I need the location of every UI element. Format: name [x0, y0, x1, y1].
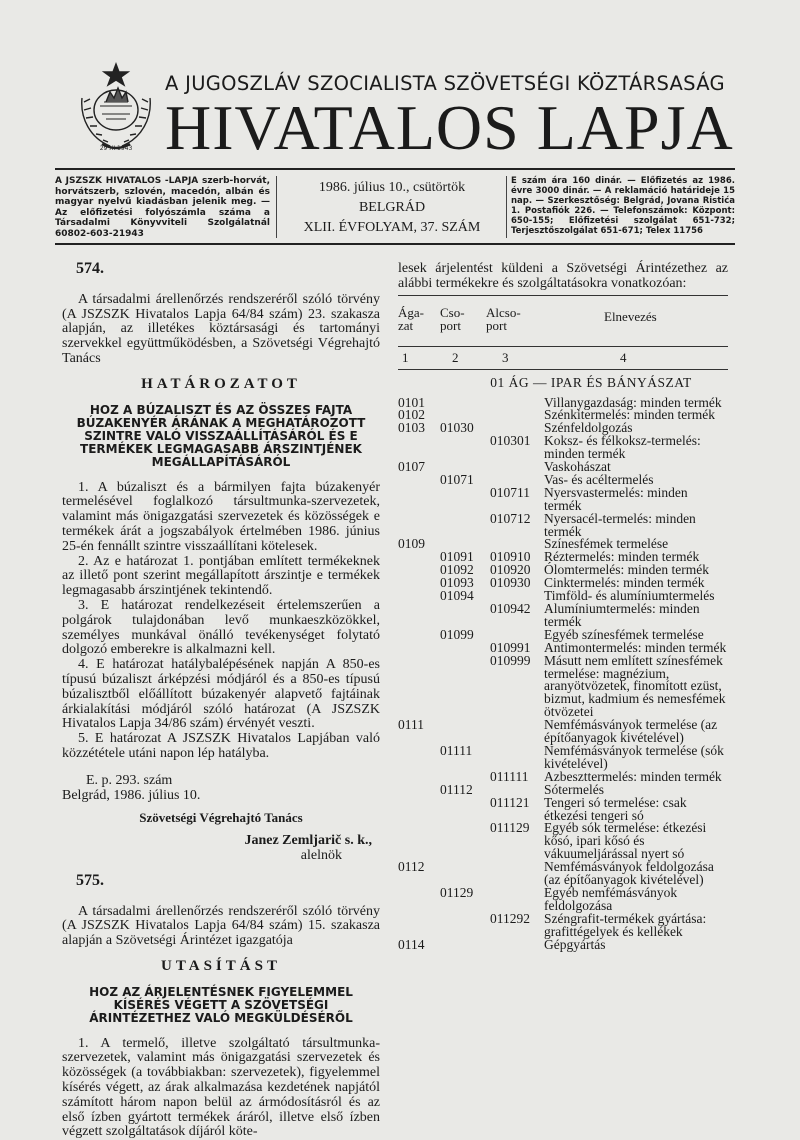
table-row	[398, 652, 728, 720]
row-name: Nyersvastermelés: minden termék	[544, 484, 688, 513]
item-number-575: 575.	[76, 871, 104, 889]
row-name: Gépgyártás	[544, 936, 606, 952]
row-name: Koksz- és félkoksz-termelés: minden termék	[544, 433, 701, 462]
row-subgroup-code: 010712	[490, 510, 531, 526]
table-row	[398, 861, 728, 887]
decision-date: Belgrád, 1986. július 10.	[62, 787, 201, 803]
row-subgroup-code: 010301	[490, 433, 531, 449]
issue-date: 1986. július 10., csütörtök	[318, 180, 466, 195]
issue-city: BELGRÁD	[358, 200, 426, 215]
decision-point-4: 4. E határozat hatálybalépésének napján A 850-es típusú búzaliszt árképzési módjáról és a 850-es típusú búzalisztből előállított búzakenyér alapvető fajtáinak árkialakítási módjáról szóló határozat (A JSZSZK Hivatalos Lapja 34/86 szám) érvényét veszti.	[62, 657, 380, 732]
row-group-code: 01099	[440, 626, 474, 642]
row-name: Sótermelés	[544, 781, 604, 797]
row-branch-code: 0101	[398, 394, 425, 410]
table-header	[398, 302, 728, 346]
header-divider-left	[276, 176, 277, 238]
colnum-1: 1	[402, 350, 409, 365]
row-name: Villanygazdaság: minden termék	[544, 394, 722, 410]
row-name: Színesfémek termelése	[544, 536, 669, 552]
header-rule-top	[55, 168, 735, 170]
header-elnevezes: Elnevezés	[604, 309, 657, 324]
decision-heading: HOZ A BÚZALISZT ÉS AZ ÖSSZES FAJTA BÚZAKENYÉR ÁRÁNAK A MEGHATÁROZOTT SZINTRE VALÓ VISSZAÁLLÍTÁSÁRÓL ÉS E TERMÉKEK LEGMAGASABB ÁRSZINTJÉNEK MEGÁLLAPÍTÁSÁRÓL	[76, 402, 366, 469]
table-row	[398, 435, 728, 461]
table-row	[398, 936, 728, 952]
section-heading: 01 ÁG — IPAR ÉS BÁNYÁSZAT	[490, 375, 692, 390]
row-group-code: 01094	[440, 588, 474, 604]
row-group-code: 01030	[440, 420, 474, 436]
country-title: A JUGOSZLÁV SZOCIALISTA SZÖVETSÉGI KÖZTÁRSASÁG	[165, 72, 725, 95]
colnum-3: 3	[502, 350, 509, 365]
header-alcsoport: Alcso-port	[486, 305, 521, 333]
decision-point-2: 2. Az e határozat 1. pontjában említett termékeknek az illető pont szerint megállapított árszintje e termékek legmagasabb árszintjének tekintendő.	[62, 553, 380, 599]
reference-number: E. p. 293. szám	[86, 772, 173, 788]
table-row	[398, 884, 728, 913]
row-name: Széngrafit-termékek gyártása: grafittégelyek és kellékek	[544, 910, 707, 939]
table-row	[398, 822, 728, 861]
row-branch-code: 0112	[398, 859, 425, 875]
classification-table	[398, 394, 728, 952]
row-name: Másutt nem említett színesfémek termelése: magnézium, aranyötvözetek, finomított ezüst, bizmut, kadmium és nemesfémek ötvözetei	[544, 652, 726, 720]
header-subscription-info: A JSZSZK HIVATALOS -LAPJA szerb-horvát, horvátszerb, szlovén, macedón, albán és magyar nyelvű kiadásban jelenik meg. — Az előfizetési folyószámla száma a Társadalmi Könyvviteli Szolgálatnál 60802-603-21943	[55, 176, 270, 239]
council-name: Szövetségi Végrehajtó Tanács	[139, 810, 303, 826]
decision-point-3: 3. E határozat rendelkezéseit értelemszerűen a polgárok tulajdonában levő munkaeszközökkel, személyes munkával önálló tevékenységet folytató dolgozó emberekre is alkalmazni kell.	[62, 597, 380, 658]
header-agazat: Ága-zat	[398, 305, 424, 333]
row-group-code: 01092	[440, 562, 474, 578]
header-divider-right	[506, 176, 507, 238]
row-name: Egyéb színesfémek termelése	[544, 626, 704, 642]
row-subgroup-code: 010991	[490, 639, 531, 655]
table-row	[398, 510, 728, 539]
row-branch-code: 0111	[398, 717, 424, 733]
row-name: Egyéb sók termelése: étkezési kősó, ipari kősó és vákuumeljárással nyert só	[544, 820, 707, 862]
header-issue-info	[282, 178, 502, 238]
signer-name: Janez Zemljarič s. k.,	[244, 833, 372, 849]
row-group-code: 01071	[440, 471, 474, 487]
row-branch-code: 0102	[398, 407, 425, 423]
row-subgroup-code: 010942	[490, 601, 531, 616]
row-subgroup-code: 010999	[490, 652, 531, 668]
colnum-2: 2	[452, 350, 459, 365]
preamble-575: A társadalmi árellenőrzés rendszeréről szóló törvény (A JSZSZK Hivatalos Lapja 64/84 szám) 15. szakasza alapján a Szövetségi Árintézet igazgatója	[62, 903, 380, 949]
row-subgroup-code: 010920	[490, 562, 531, 578]
row-branch-code: 0103	[398, 420, 425, 436]
row-group-code: 01093	[440, 575, 474, 591]
row-name: Tengeri só termelése: csak étkezési tengeri só	[544, 794, 687, 823]
left-column	[62, 262, 380, 1140]
table-row	[398, 910, 728, 939]
row-subgroup-code: 010711	[490, 484, 530, 500]
row-name: Nyersacél-termelés: minden termék	[544, 510, 696, 539]
row-subgroup-code: 010930	[490, 575, 531, 591]
row-subgroup-code: 011121	[490, 794, 530, 810]
row-name: Nemfémásványok termelése (sók kivételével)	[544, 742, 724, 771]
gazette-title: HIVATALOS LAPJA	[165, 92, 734, 163]
row-subgroup-code: 011111	[490, 768, 529, 784]
header-price-info: E szám ára 160 dinár. — Előfizetés az 1986. évre 3000 dinár. — A reklamáció határideje 15 nap. — Szerkesztőség: Belgrád, Jovana Ristića 1. Postafiók 226. — Telefonszámok: Központ: 650-155; Előfizetési szolgálat 651-732; Terjesztőszolgálat 651-671; Telex 11756	[511, 176, 735, 236]
row-name: Nemfémásványok termelése (az építőanyagok kivételével)	[544, 717, 718, 746]
row-name: Vaskohászat	[544, 459, 611, 475]
row-subgroup-code: 011292	[490, 910, 530, 926]
row-name: Alumíniumtermelés: minden termék	[544, 601, 700, 629]
table-rule-bottom	[398, 369, 728, 370]
decision-title: HATÁROZATOT	[141, 375, 301, 392]
row-group-code: 01112	[440, 781, 473, 797]
row-branch-code: 0107	[398, 459, 425, 475]
row-name: Cinktermelés: minden termék	[544, 575, 705, 591]
row-subgroup-code: 010910	[490, 549, 531, 565]
table-rule-mid	[398, 346, 728, 347]
issue-volume: XLII. ÉVFOLYAM, 37. SZÁM	[303, 220, 481, 235]
decision-point-5: 5. E határozat A JSZSZK Hivatalos Lapjában való közzététele utáni napon lép hatályba.	[62, 731, 380, 761]
row-group-code: 01091	[440, 549, 474, 565]
row-name: Timföld- és alumíniumtermelés	[544, 588, 715, 604]
right-column	[398, 262, 728, 951]
table-row	[398, 719, 728, 745]
item-number-574: 574.	[76, 260, 104, 277]
svg-text:29 XI 1943: 29 XI 1943	[99, 145, 133, 152]
row-branch-code: 0109	[398, 536, 425, 552]
row-name: Azbeszttermelés: minden termék	[544, 768, 722, 784]
row-name: Ólomtermelés: minden termék	[544, 562, 709, 578]
table-intro: lesek árjelentést küldeni a Szövetségi Árintézethez az alábbi termékekre és szolgáltatásokra vonatkozóan:	[398, 261, 728, 291]
table-row	[398, 603, 728, 629]
table-row	[398, 484, 728, 513]
header-rule-bottom	[55, 243, 735, 245]
row-branch-code: 0114	[398, 936, 425, 952]
row-name: Szénfeldolgozás	[544, 420, 633, 436]
instruction-point-1: 1. A termelő, illetve szolgáltató társultmunka-szervezetek, valamint más önigazgatási szervezetek és közösségek (a továbbiakban: szervezetek), figyelemmel kísérés végett, az árak alkalmazása kezdetének napjától számított három napon belül az ármódosításról és az első ízben gyártott termékek áráról, illetve első ízben végzett szolgáltatások díjáról köte-	[62, 1035, 380, 1140]
row-group-code: 01111	[440, 742, 473, 758]
row-name: Antimontermelés: minden termék	[544, 639, 727, 655]
table-row	[398, 794, 728, 823]
row-name: Egyéb nemfémásványok feldolgozása	[544, 884, 678, 913]
table-rule-top	[398, 295, 728, 296]
row-subgroup-code: 011129	[490, 820, 530, 836]
header-csoport: Cso-port	[440, 305, 465, 333]
instruction-title: UTASÍTÁST	[161, 957, 281, 974]
colnum-4: 4	[620, 350, 627, 365]
state-emblem	[70, 58, 162, 156]
row-name: Szénkitermelés: minden termék	[544, 407, 715, 423]
row-name: Vas- és acéltermelés	[544, 471, 654, 487]
instruction-heading: HOZ AZ ÁRJELENTÉSNEK FIGYELEMMEL KÍSÉRÉS VÉGETT A SZÖVETSÉGI ÁRINTÉZETHEZ VALÓ MEGKÜLDÉSÉRŐL	[89, 984, 353, 1025]
preamble-574: A társadalmi árellenőrzés rendszeréről szóló törvény (A JSZSZK Hivatalos Lapja 64/84 szám) 23. szakasza alapján, az illetékes köztársasági és tartományi szervekkel együttműködésben, a Szövetségi Végrehajtó Tanács	[62, 291, 380, 366]
row-group-code: 01129	[440, 884, 474, 900]
column-numbers	[398, 351, 728, 367]
signer-role: alelnök	[300, 847, 342, 863]
table-row	[398, 742, 728, 771]
row-name: Nemfémásványok feldolgozása (az építőanyagok kivételével)	[544, 859, 714, 888]
decision-point-1: 1. A búzaliszt és a bármilyen fajta búzakenyér termelésével foglalkozó társultmunka-szervezetek, valamint más önigazgatási szervezetek és közösségek e termékek árát a jogszabályok értelmében 1986. június 25-én fennállt szintre visszaállítani kötelesek.	[62, 479, 380, 554]
row-name: Réztermelés: minden termék	[544, 549, 700, 565]
